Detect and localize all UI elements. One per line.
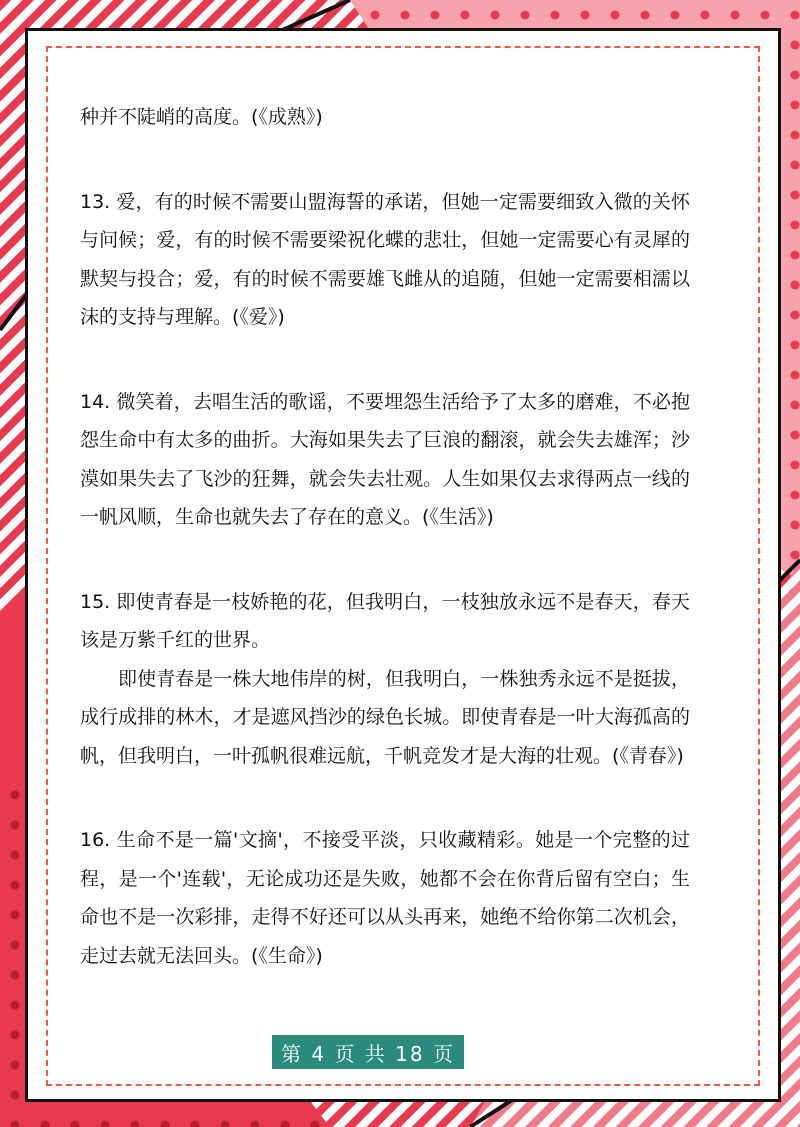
document-body xyxy=(80,98,690,975)
paragraph-15-qingchun-first: 15. 即使青春是一枝娇艳的花，但我明白，一枝独放永远不是春天，春天该是万紫千红的世界。 xyxy=(80,590,690,651)
paragraph-15-qingchun-second: 即使青春是一株大地伟岸的树，但我明白，一株独秀永远不是挺拔，成行成排的林木，才是遮风挡沙的绿色长城。即使青春是一叶大海孤高的帆，但我明白，一叶孤帆很难远航，千帆竞发才是大海的壮观。(《青春》) xyxy=(80,667,690,767)
paragraph-13-ai: 13. 爱，有的时候不需要山盟海誓的承诺，但她一定需要细致入微的关怀与问候；爱，有的时候不需要梁祝化蝶的悲壮，但她一定需要心有灵犀的默契与投合；爱，有的时候不需要雄飞雌从的追随，但她一定需要相濡以沫的支持与理解。(《爱》) xyxy=(80,190,690,328)
paragraph-14-shenghuo: 14. 微笑着，去唱生活的歌谣，不要埋怨生活给予了太多的磨难，不必抱怨生命中有太多的曲折。大海如果失去了巨浪的翻滚，就会失去雄浑；沙漠如果失去了飞沙的狂舞，就会失去壮观。人生如果仅去求得两点一线的一帆风顺，生命也就失去了存在的意义。(《生活》) xyxy=(80,390,690,528)
page-number-badge: 第 4 页 共 18 页 xyxy=(272,1035,464,1069)
paragraph-16-shengming: 16. 生命不是一篇'文摘'，不接受平淡，只收藏精彩。她是一个完整的过程，是一个'连载'，无论成功还是失败，她都不会在你背后留有空白；生命也不是一次彩排，走得不好还可以从头再来，她绝不给你第二次机会，走过去就无法回头。(《生命》) xyxy=(80,829,690,967)
paragraph-chengshu: 种并不陡峭的高度。(《成熟》) xyxy=(80,106,323,128)
